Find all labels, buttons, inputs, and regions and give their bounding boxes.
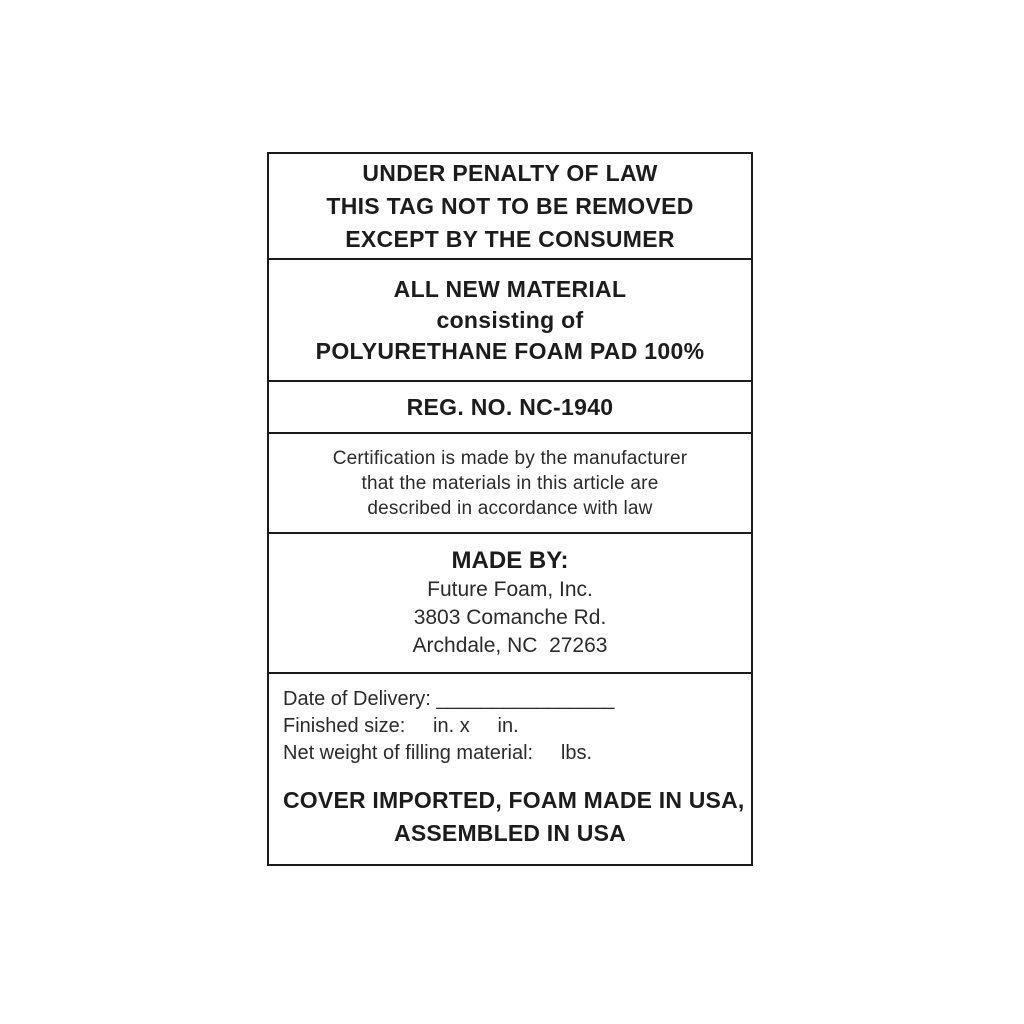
manufacturer-name: Future Foam, Inc. bbox=[427, 578, 593, 601]
origin-line-2: ASSEMBLED IN USA bbox=[394, 820, 626, 846]
penalty-section bbox=[269, 154, 751, 260]
net-weight-line: Net weight of filling material: lbs. bbox=[283, 742, 593, 764]
certification-line-3: described in accordance with law bbox=[367, 497, 653, 519]
date-of-delivery-line: Date of Delivery: ________________ bbox=[283, 688, 615, 710]
certification-line-1: Certification is made by the manufacturer bbox=[332, 447, 688, 469]
finished-size-line: Finished size: in. x in. bbox=[283, 715, 519, 737]
law-label bbox=[267, 152, 753, 866]
details-section bbox=[269, 674, 751, 864]
certification-section bbox=[269, 434, 751, 534]
penalty-line-3: EXCEPT BY THE CONSUMER bbox=[345, 225, 675, 252]
made-by-heading: MADE BY: bbox=[451, 547, 569, 574]
manufacturer-street: 3803 Comanche Rd. bbox=[413, 606, 607, 629]
manufacturer-city: Archdale, NC 27263 bbox=[412, 634, 608, 657]
made-by-section bbox=[269, 534, 751, 674]
registration-number: REG. NO. NC-1940 bbox=[406, 393, 614, 420]
penalty-line-1: UNDER PENALTY OF LAW bbox=[362, 159, 658, 186]
origin-line-1: COVER IMPORTED, FOAM MADE IN USA, bbox=[283, 787, 745, 813]
origin-statement bbox=[283, 784, 745, 854]
registration-section bbox=[269, 382, 751, 434]
material-line-2: consisting of bbox=[436, 306, 584, 333]
material-section bbox=[269, 260, 751, 382]
material-line-3: POLYURETHANE FOAM PAD 100% bbox=[315, 337, 705, 364]
certification-line-2: that the materials in this article are bbox=[361, 472, 659, 494]
penalty-line-2: THIS TAG NOT TO BE REMOVED bbox=[326, 192, 694, 219]
material-line-1: ALL NEW MATERIAL bbox=[393, 275, 627, 302]
